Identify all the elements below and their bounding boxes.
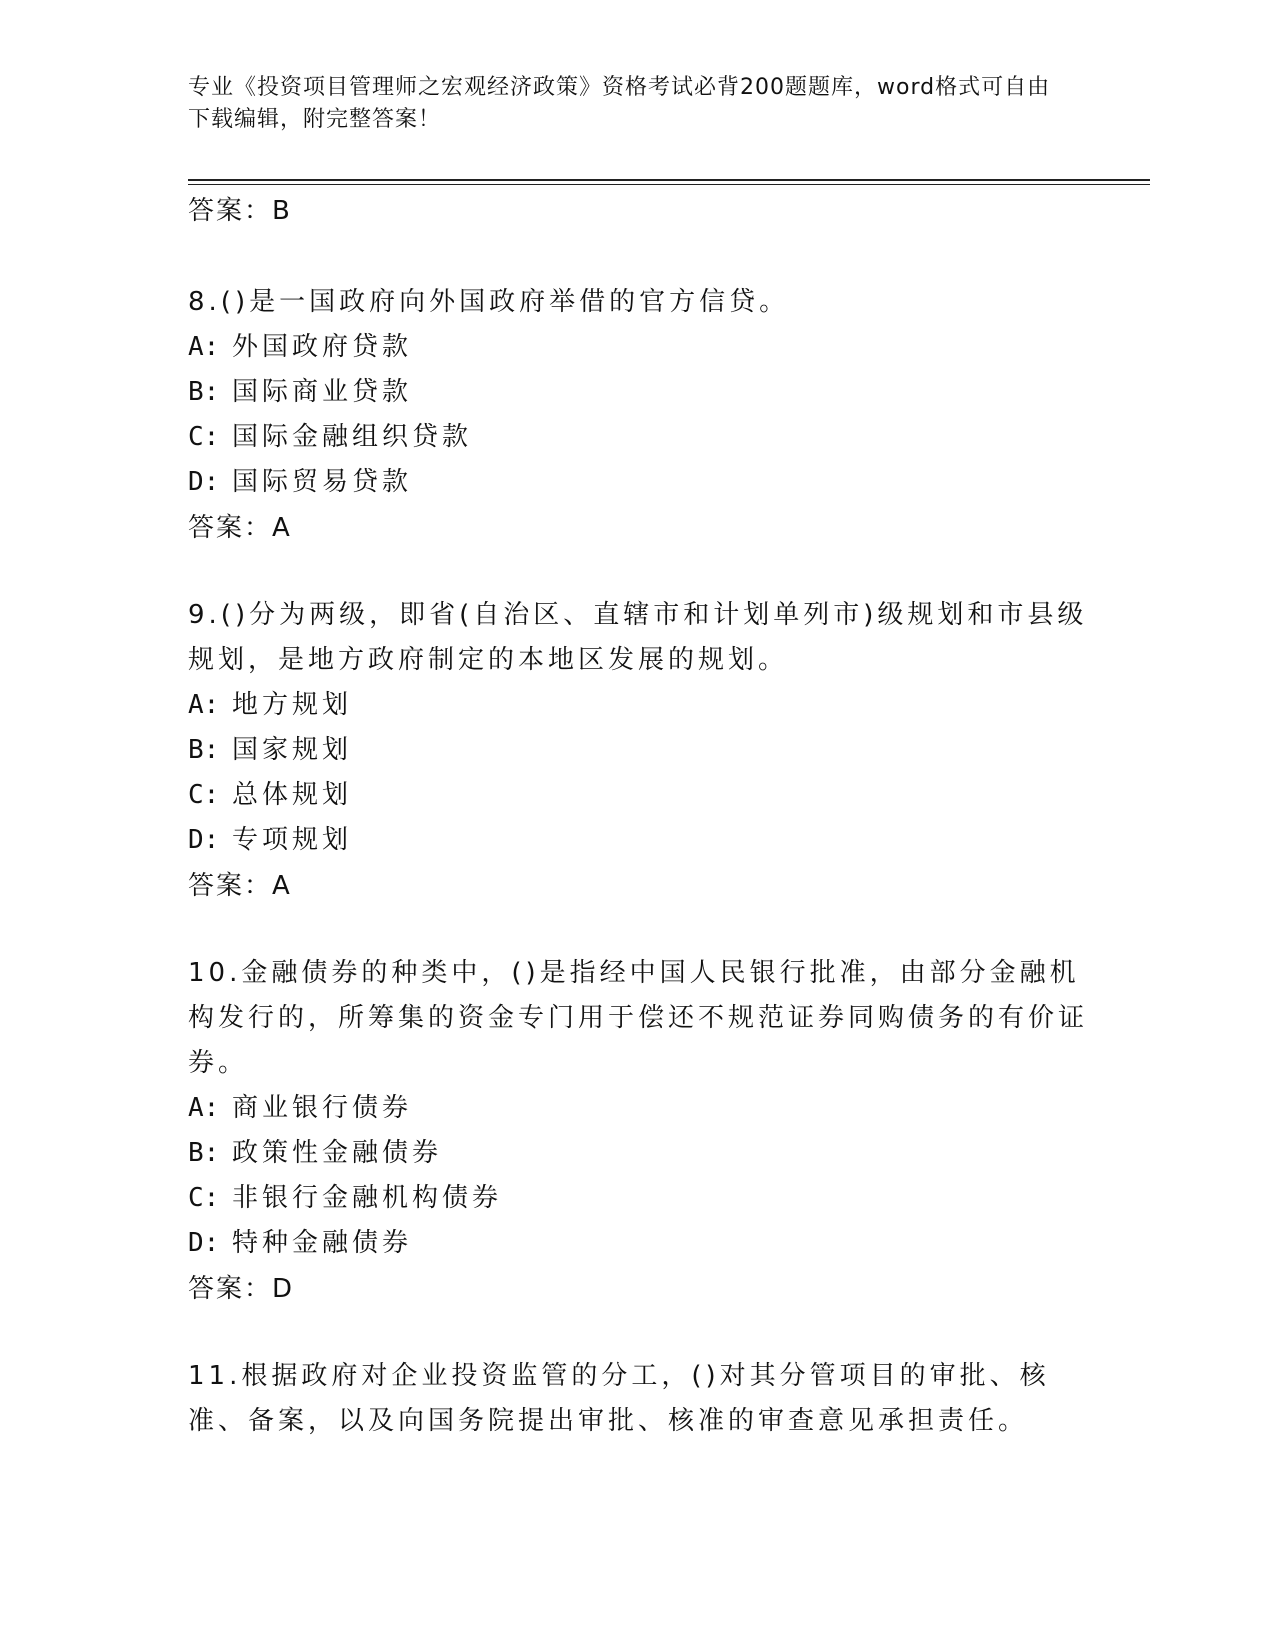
header-divider xyxy=(188,179,1150,185)
option-letter: C: xyxy=(188,422,220,452)
option-text: 商业银行债券 xyxy=(232,1093,413,1123)
option-a xyxy=(188,683,1088,728)
option-b xyxy=(188,1131,1088,1176)
question-8 xyxy=(188,280,1088,551)
question-list xyxy=(188,188,1088,1486)
previous-answer: 答案：B xyxy=(188,196,292,226)
option-text: 国际金融组织贷款 xyxy=(232,422,473,452)
option-d xyxy=(188,1221,1088,1266)
option-a xyxy=(188,1086,1088,1131)
option-letter: A: xyxy=(188,690,220,720)
question-stem: 11.根据政府对企业投资监管的分工，()对其分管项目的审批、核准、备案，以及向国务院提出审批、核准的审查意见承担责任。 xyxy=(188,1361,1050,1436)
question-stem: 9.()分为两级，即省(自治区、直辖市和计划单列市)级规划和市县级规划，是地方政府制定的本地区发展的规划。 xyxy=(188,600,1088,675)
question-stem: 10.金融债券的种类中，()是指经中国人民银行批准，由部分金融机构发行的，所筹集的资金专门用于偿还不规范证券同购债务的有价证券。 xyxy=(188,958,1089,1078)
option-text: 总体规划 xyxy=(232,780,353,810)
option-letter: D: xyxy=(188,1228,220,1258)
option-c xyxy=(188,1176,1088,1221)
option-text: 非银行金融机构债券 xyxy=(232,1183,503,1213)
question-answer: 答案：A xyxy=(188,871,292,901)
option-text: 国际商业贷款 xyxy=(232,377,413,407)
option-b xyxy=(188,370,1088,415)
option-letter: B: xyxy=(188,1138,220,1168)
option-text: 特种金融债券 xyxy=(232,1228,413,1258)
document-header xyxy=(188,72,1068,136)
option-d xyxy=(188,460,1088,505)
question-10 xyxy=(188,951,1088,1312)
option-c xyxy=(188,415,1088,460)
option-b xyxy=(188,728,1088,773)
option-letter: D: xyxy=(188,825,220,855)
question-answer: 答案：D xyxy=(188,1274,295,1304)
option-text: 国家规划 xyxy=(232,735,353,765)
option-letter: C: xyxy=(188,1183,220,1213)
option-a xyxy=(188,325,1088,370)
question-9 xyxy=(188,593,1088,909)
option-text: 专项规划 xyxy=(232,825,353,855)
option-c xyxy=(188,773,1088,818)
question-answer: 答案：A xyxy=(188,513,292,543)
option-text: 外国政府贷款 xyxy=(232,332,413,362)
option-d xyxy=(188,818,1088,863)
option-text: 政策性金融债券 xyxy=(232,1138,443,1168)
header-title: 专业《投资项目管理师之宏观经济政策》资格考试必背200题题库，word格式可自由下载编辑，附完整答案！ xyxy=(188,75,1051,132)
option-letter: A: xyxy=(188,1093,220,1123)
option-letter: C: xyxy=(188,780,220,810)
question-11 xyxy=(188,1354,1088,1444)
option-letter: B: xyxy=(188,377,220,407)
question-stem: 8.()是一国政府向外国政府举借的官方信贷。 xyxy=(188,287,790,317)
option-text: 地方规划 xyxy=(232,690,353,720)
option-letter: B: xyxy=(188,735,220,765)
option-letter: A: xyxy=(188,332,220,362)
option-text: 国际贸易贷款 xyxy=(232,467,413,497)
option-letter: D: xyxy=(188,467,220,497)
